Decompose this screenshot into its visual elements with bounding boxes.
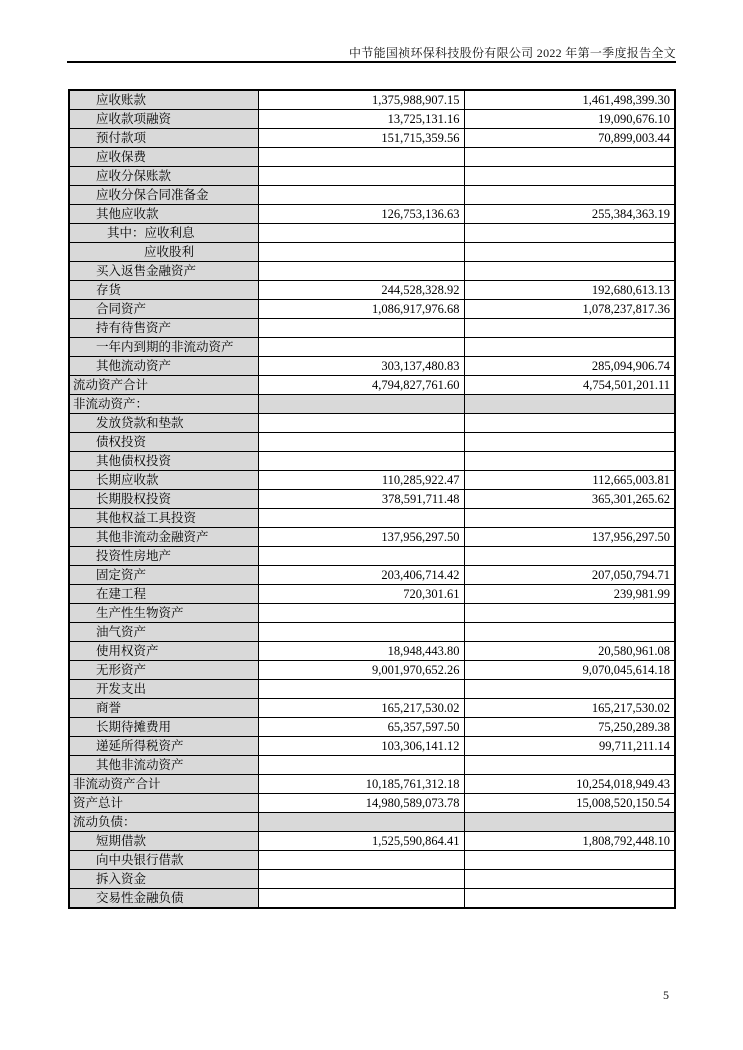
item-label: 向中央银行借款 xyxy=(69,851,258,870)
previous-period-value: 285,094,906.74 xyxy=(464,357,675,376)
table-row xyxy=(69,186,675,205)
item-label: 长期待摊费用 xyxy=(69,718,258,737)
current-period-value xyxy=(258,813,464,832)
table-row xyxy=(69,813,675,832)
table-row xyxy=(69,509,675,528)
item-label: 债权投资 xyxy=(69,433,258,452)
current-period-value: 126,753,136.63 xyxy=(258,205,464,224)
item-label: 固定资产 xyxy=(69,566,258,585)
item-label: 在建工程 xyxy=(69,585,258,604)
previous-period-value xyxy=(464,338,675,357)
previous-period-value xyxy=(464,604,675,623)
item-label: 买入返售金融资产 xyxy=(69,262,258,281)
current-period-value: 18,948,443.80 xyxy=(258,642,464,661)
item-label: 其他债权投资 xyxy=(69,452,258,471)
previous-period-value: 239,981.99 xyxy=(464,585,675,604)
current-period-value: 303,137,480.83 xyxy=(258,357,464,376)
current-period-value: 1,525,590,864.41 xyxy=(258,832,464,851)
table-row xyxy=(69,110,675,129)
item-label: 使用权资产 xyxy=(69,642,258,661)
item-label: 递延所得税资产 xyxy=(69,737,258,756)
table-row xyxy=(69,832,675,851)
previous-period-value: 10,254,018,949.43 xyxy=(464,775,675,794)
table-row xyxy=(69,281,675,300)
item-label: 合同资产 xyxy=(69,300,258,319)
table-row xyxy=(69,699,675,718)
current-period-value xyxy=(258,338,464,357)
item-label: 油气资产 xyxy=(69,623,258,642)
previous-period-value: 99,711,211.14 xyxy=(464,737,675,756)
current-period-value xyxy=(258,414,464,433)
current-period-value xyxy=(258,851,464,870)
item-label: 无形资产 xyxy=(69,661,258,680)
table-row xyxy=(69,566,675,585)
balance-sheet-table xyxy=(68,89,676,909)
previous-period-value: 20,580,961.08 xyxy=(464,642,675,661)
previous-period-value xyxy=(464,262,675,281)
table-row xyxy=(69,680,675,699)
table-row xyxy=(69,414,675,433)
table-row xyxy=(69,433,675,452)
current-period-value: 244,528,328.92 xyxy=(258,281,464,300)
previous-period-value: 70,899,003.44 xyxy=(464,129,675,148)
current-period-value: 720,301.61 xyxy=(258,585,464,604)
current-period-value: 13,725,131.16 xyxy=(258,110,464,129)
header-rule xyxy=(67,61,676,63)
item-label: 其他应收款 xyxy=(69,205,258,224)
current-period-value: 10,185,761,312.18 xyxy=(258,775,464,794)
table-row xyxy=(69,642,675,661)
previous-period-value: 1,461,498,399.30 xyxy=(464,90,675,110)
balance-sheet-rows xyxy=(69,90,675,908)
current-period-value xyxy=(258,319,464,338)
current-period-value xyxy=(258,262,464,281)
current-period-value xyxy=(258,547,464,566)
table-row xyxy=(69,794,675,813)
item-label: 流动资产合计 xyxy=(69,376,258,395)
current-period-value xyxy=(258,148,464,167)
current-period-value xyxy=(258,167,464,186)
table-row xyxy=(69,718,675,737)
current-period-value: 103,306,141.12 xyxy=(258,737,464,756)
item-label: 资产总计 xyxy=(69,794,258,813)
table-row xyxy=(69,357,675,376)
previous-period-value xyxy=(464,680,675,699)
page-number: 5 xyxy=(663,988,669,1002)
item-label: 长期股权投资 xyxy=(69,490,258,509)
previous-period-value: 75,250,289.38 xyxy=(464,718,675,737)
previous-period-value xyxy=(464,395,675,414)
item-label: 开发支出 xyxy=(69,680,258,699)
previous-period-value xyxy=(464,623,675,642)
item-label: 流动负债： xyxy=(69,813,258,832)
table-row xyxy=(69,585,675,604)
item-label: 应收款项融资 xyxy=(69,110,258,129)
item-label: 非流动资产： xyxy=(69,395,258,414)
table-row xyxy=(69,851,675,870)
item-label: 应收股利 xyxy=(69,243,258,262)
previous-period-value xyxy=(464,813,675,832)
table-row xyxy=(69,167,675,186)
table-row xyxy=(69,623,675,642)
previous-period-value xyxy=(464,319,675,338)
table-row xyxy=(69,319,675,338)
item-label: 其他流动资产 xyxy=(69,357,258,376)
item-label: 存货 xyxy=(69,281,258,300)
previous-period-value xyxy=(464,224,675,243)
current-period-value xyxy=(258,186,464,205)
current-period-value xyxy=(258,870,464,889)
current-period-value xyxy=(258,243,464,262)
item-label: 发放贷款和垫款 xyxy=(69,414,258,433)
current-period-value: 9,001,970,652.26 xyxy=(258,661,464,680)
table-row xyxy=(69,395,675,414)
current-period-value: 151,715,359.56 xyxy=(258,129,464,148)
table-row xyxy=(69,452,675,471)
item-label: 拆入资金 xyxy=(69,870,258,889)
previous-period-value xyxy=(464,186,675,205)
item-label: 其中：应收利息 xyxy=(69,224,258,243)
table-row xyxy=(69,148,675,167)
current-period-value xyxy=(258,604,464,623)
previous-period-value xyxy=(464,851,675,870)
table-row xyxy=(69,300,675,319)
current-period-value xyxy=(258,623,464,642)
previous-period-value: 192,680,613.13 xyxy=(464,281,675,300)
current-period-value xyxy=(258,395,464,414)
item-label: 交易性金融负债 xyxy=(69,889,258,909)
table-row xyxy=(69,90,675,110)
item-label: 短期借款 xyxy=(69,832,258,851)
table-row xyxy=(69,205,675,224)
previous-period-value xyxy=(464,889,675,909)
previous-period-value: 19,090,676.10 xyxy=(464,110,675,129)
item-label: 持有待售资产 xyxy=(69,319,258,338)
previous-period-value: 9,070,045,614.18 xyxy=(464,661,675,680)
previous-period-value: 207,050,794.71 xyxy=(464,566,675,585)
previous-period-value: 137,956,297.50 xyxy=(464,528,675,547)
table-row xyxy=(69,528,675,547)
table-row xyxy=(69,870,675,889)
previous-period-value xyxy=(464,414,675,433)
item-label: 非流动资产合计 xyxy=(69,775,258,794)
item-label: 一年内到期的非流动资产 xyxy=(69,338,258,357)
previous-period-value xyxy=(464,547,675,566)
previous-period-value: 1,078,237,817.36 xyxy=(464,300,675,319)
current-period-value: 1,086,917,976.68 xyxy=(258,300,464,319)
item-label: 应收分保账款 xyxy=(69,167,258,186)
current-period-value xyxy=(258,452,464,471)
table-row xyxy=(69,338,675,357)
table-row xyxy=(69,262,675,281)
previous-period-value: 1,808,792,448.10 xyxy=(464,832,675,851)
table-row xyxy=(69,243,675,262)
table-row xyxy=(69,547,675,566)
previous-period-value xyxy=(464,167,675,186)
item-label: 其他非流动金融资产 xyxy=(69,528,258,547)
previous-period-value: 255,384,363.19 xyxy=(464,205,675,224)
item-label: 生产性生物资产 xyxy=(69,604,258,623)
current-period-value: 65,357,597.50 xyxy=(258,718,464,737)
item-label: 预付款项 xyxy=(69,129,258,148)
previous-period-value: 15,008,520,150.54 xyxy=(464,794,675,813)
previous-period-value xyxy=(464,509,675,528)
current-period-value: 4,794,827,761.60 xyxy=(258,376,464,395)
item-label: 其他非流动资产 xyxy=(69,756,258,775)
item-label: 商誉 xyxy=(69,699,258,718)
current-period-value: 137,956,297.50 xyxy=(258,528,464,547)
previous-period-value: 4,754,501,201.11 xyxy=(464,376,675,395)
table-row xyxy=(69,737,675,756)
item-label: 应收保费 xyxy=(69,148,258,167)
previous-period-value: 365,301,265.62 xyxy=(464,490,675,509)
table-row xyxy=(69,224,675,243)
item-label: 其他权益工具投资 xyxy=(69,509,258,528)
item-label: 长期应收款 xyxy=(69,471,258,490)
current-period-value xyxy=(258,889,464,909)
previous-period-value xyxy=(464,870,675,889)
previous-period-value xyxy=(464,243,675,262)
previous-period-value xyxy=(464,433,675,452)
table-row xyxy=(69,471,675,490)
item-label: 应收账款 xyxy=(69,90,258,110)
current-period-value: 1,375,988,907.15 xyxy=(258,90,464,110)
current-period-value xyxy=(258,433,464,452)
current-period-value: 110,285,922.47 xyxy=(258,471,464,490)
previous-period-value xyxy=(464,148,675,167)
table-row xyxy=(69,490,675,509)
table-row xyxy=(69,604,675,623)
previous-period-value: 112,665,003.81 xyxy=(464,471,675,490)
item-label: 应收分保合同准备金 xyxy=(69,186,258,205)
previous-period-value xyxy=(464,452,675,471)
table-row xyxy=(69,775,675,794)
current-period-value xyxy=(258,756,464,775)
item-label: 投资性房地产 xyxy=(69,547,258,566)
current-period-value: 378,591,711.48 xyxy=(258,490,464,509)
previous-period-value xyxy=(464,756,675,775)
current-period-value: 165,217,530.02 xyxy=(258,699,464,718)
current-period-value: 203,406,714.42 xyxy=(258,566,464,585)
table-row xyxy=(69,376,675,395)
table-row xyxy=(69,661,675,680)
table-row xyxy=(69,756,675,775)
current-period-value xyxy=(258,680,464,699)
table-row xyxy=(69,129,675,148)
table-row xyxy=(69,889,675,909)
previous-period-value: 165,217,530.02 xyxy=(464,699,675,718)
current-period-value xyxy=(258,509,464,528)
report-header-title: 中节能国祯环保科技股份有限公司 2022 年第一季度报告全文 xyxy=(348,46,676,60)
current-period-value: 14,980,589,073.78 xyxy=(258,794,464,813)
current-period-value xyxy=(258,224,464,243)
